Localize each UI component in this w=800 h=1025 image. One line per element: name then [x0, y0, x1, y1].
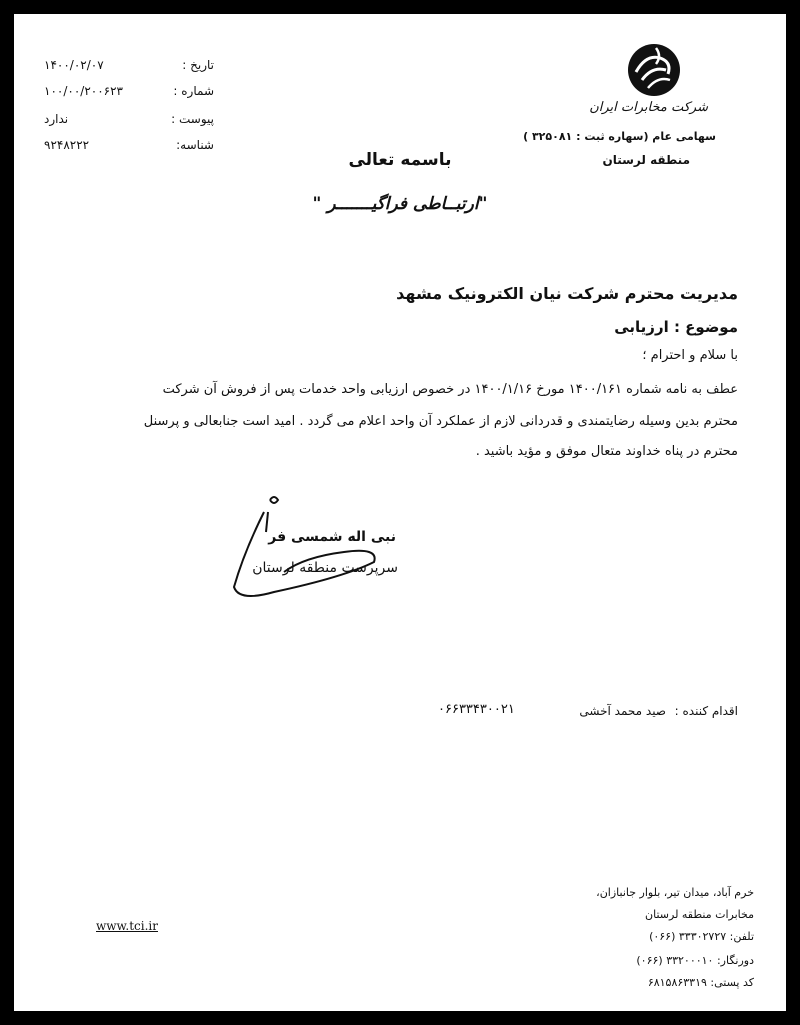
id-value: ۹۲۴۸۲۲۲	[44, 138, 90, 152]
signatory-title: سرپرست منطقه لرستان	[252, 560, 398, 576]
recipient: مدیریت محترم شرکت نیان الکترونیک مشهد	[396, 284, 738, 303]
body-line: محترم بدین وسیله رضایتمندی و قدردانی لازم از عملکرد آن واحد اعلام می گردد . امید است جنابعالی و پرسنل	[143, 414, 738, 429]
attachment-label: پیوست :	[171, 112, 214, 126]
meta-number	[44, 84, 214, 104]
number-label: شماره :	[173, 84, 214, 98]
company-name: شرکت مخابرات ایران	[589, 100, 708, 115]
address-line: کد پستی: ۶۸۱۵۸۶۳۳۱۹	[647, 976, 754, 989]
tci-logo-icon	[626, 42, 682, 98]
meta-attachment	[44, 112, 214, 132]
action-person: صید محمد آخشی	[579, 704, 666, 718]
number-value: ۱۰۰/۰۰/۲۰۰۶۲۳	[44, 84, 123, 98]
greeting: با سلام و احترام ؛	[642, 348, 738, 363]
body-line: محترم در پناه خداوند متعال موفق و مؤید باشید .	[475, 444, 738, 459]
company-registration: سهامی عام (سهاره ثبت : ۳۲۵۰۸۱ )	[523, 130, 716, 143]
action-phone: ۰۶۶۳۳۴۳۰۰۲۱	[438, 702, 515, 717]
subject: موضوع : ارزیابی	[614, 318, 738, 336]
address-line: دورنگار: ۳۳۲۰۰۰۱۰ (۰۶۶)	[636, 954, 754, 967]
website-link[interactable]: www.tci.ir	[96, 919, 158, 933]
slogan-heading: "ارتبــاطی فراگیـــــــر "	[312, 194, 488, 214]
region-name: منطقه لرستان	[602, 153, 690, 167]
date-value: ۱۴۰۰/۰۲/۰۷	[44, 58, 104, 72]
meta-date	[44, 58, 214, 78]
action-label: اقدام کننده :	[674, 704, 738, 718]
attachment-value: ندارد	[44, 112, 69, 126]
address-line: مخابرات منطقه لرستان	[645, 908, 754, 921]
signature-scribble	[204, 492, 384, 607]
bismillah-heading: باسمه تعالی	[348, 150, 452, 170]
letter-page	[14, 14, 786, 1011]
signatory-name: نبی اله شمسی فر	[268, 529, 396, 545]
date-label: تاریخ :	[182, 58, 214, 72]
body-line: عطف به نامه شماره ۱۴۰۰/۱۶۱ مورخ ۱۴۰۰/۱/۱۶ در خصوص ارزیابی واحد خدمات پس از فروش آن شرکت	[162, 382, 738, 397]
address-line: خرم آباد، میدان تیر، بلوار جانبازان،	[596, 886, 754, 899]
address-line: تلفن: ۳۳۳۰۲۷۲۷ (۰۶۶)	[649, 930, 754, 943]
id-label: شناسه:	[176, 138, 214, 152]
